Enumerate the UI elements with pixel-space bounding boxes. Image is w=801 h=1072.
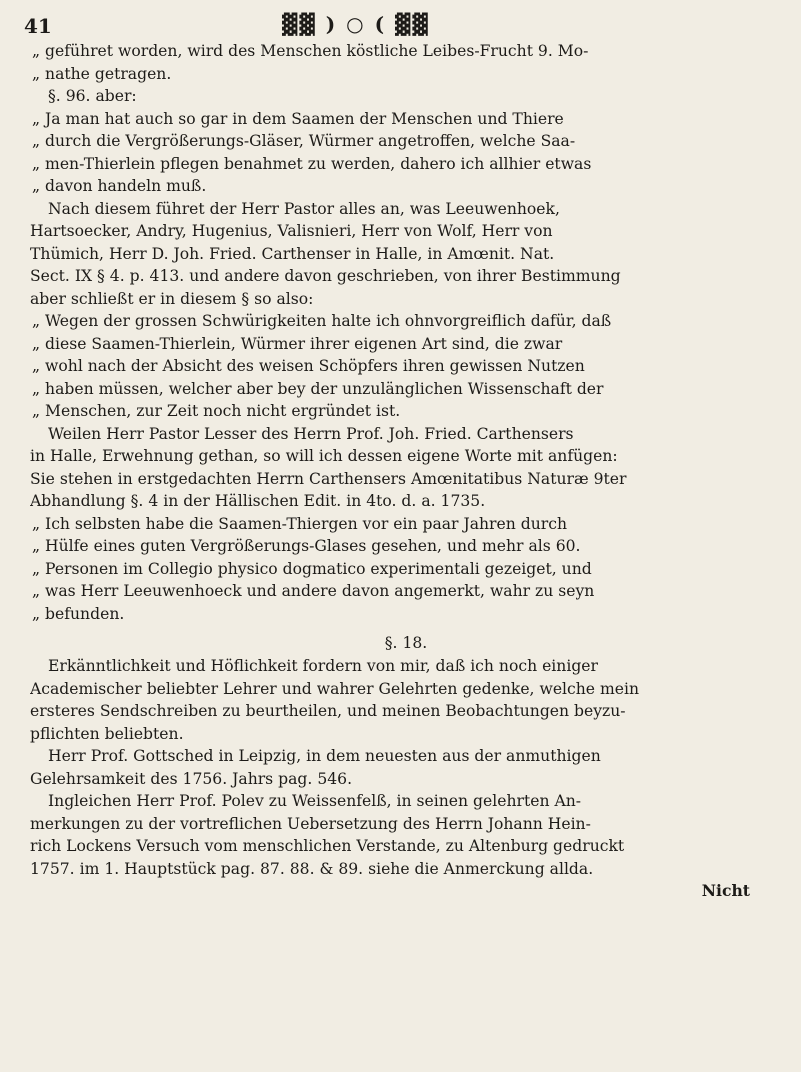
text-line: Herr Prof. Gottsched in Leipzig, in dem neuesten aus der anmuthigen	[48, 747, 601, 765]
text-line: rich Lockens Versuch vom menschlichen Verstande, zu Altenburg gedruckt	[30, 837, 625, 855]
text-line: ersteres Sendschreiben zu beurtheilen, und meinen Beobachtungen beyzu-	[30, 702, 626, 720]
text-line: „ nathe getragen.	[32, 64, 172, 83]
section-heading: §. 18.	[384, 634, 428, 652]
text-line: „ Menschen, zur Zeit noch nicht ergründet ist.	[32, 402, 401, 420]
text-line: in Halle, Erwehnung gethan, so will ich dessen eigene Worte mit anfügen:	[30, 447, 618, 465]
text-line: „ durch die Vergrößerungs-Gläser, Würmer angetroffen, welche Saa-	[32, 132, 576, 150]
text-line: merkungen zu der vortreflichen Uebersetzung des Herrn Johann Hein-	[30, 814, 591, 833]
text-line: „ men-Thierlein pflegen benahmet zu werden, dahero ich allhier etwas	[32, 154, 592, 173]
running-header	[0, 8, 801, 42]
text-body	[30, 40, 782, 903]
text-line: Sect. IX § 4. p. 413. und andere davon geschrieben, von ihrer Bestimmung	[30, 267, 621, 285]
text-line: Thümich, Herr D. Joh. Fried. Carthenser in Halle, in Amœnit. Nat.	[30, 244, 555, 263]
text-line: Academischer beliebter Lehrer und wahrer Gelehrten gedenke, welche mein	[30, 679, 640, 698]
text-line: Abhandlung §. 4 in der Hällischen Edit. in 4to. d. a. 1735.	[30, 492, 486, 510]
text-line: Erkänntlichkeit und Höflichkeit fordern von mir, daß ich noch einiger	[48, 657, 598, 675]
text-line: „ wohl nach der Absicht des weisen Schöpfers ihren gewissen Nutzen	[32, 357, 585, 375]
text-line: Weilen Herr Pastor Lesser des Herrn Prof. Joh. Fried. Carthensers	[48, 424, 574, 443]
text-line: aber schließt er in diesem § so also:	[30, 289, 314, 308]
page-number: 41	[24, 14, 52, 38]
catchword: Nicht	[701, 881, 750, 900]
text-line: Hartsoecker, Andry, Hugenius, Valisnieri, Herr von Wolf, Herr von	[30, 222, 553, 240]
text-line: pflichten beliebten.	[30, 724, 184, 743]
text-line: Ingleichen Herr Prof. Polev zu Weissenfelß, in seinen gelehrten An-	[48, 792, 582, 810]
text-line: §. 96. aber:	[48, 87, 137, 105]
text-line: Gelehrsamkeit des 1756. Jahrs pag. 546.	[30, 769, 353, 788]
text-line: „ Hülfe eines guten Vergrößerungs-Glases gesehen, und mehr als 60.	[32, 537, 581, 555]
text-line: Sie stehen in erstgedachten Herrn Carthensers Amœnitatibus Naturæ 9ter	[30, 469, 627, 488]
text-line: „ befunden.	[32, 604, 125, 623]
text-line: „ geführet worden, wird des Menschen köstliche Leibes-Frucht 9. Mo-	[32, 42, 589, 60]
text-line: „ Wegen der grossen Schwürigkeiten halte ich ohnvorgreiflich dafür, daß	[32, 312, 612, 330]
text-line: Nach diesem führet der Herr Pastor alles an, was Leeuwenhoek,	[48, 199, 560, 218]
text-line: „ was Herr Leeuwenhoeck und andere davon angemerkt, wahr zu seyn	[32, 582, 595, 600]
text-line: 1757. im 1. Hauptstück pag. 87. 88. & 89. siehe die Anmerckung allda.	[30, 859, 594, 878]
text-line: „ Ja man hat auch so gar in dem Saamen der Menschen und Thiere	[32, 109, 564, 128]
header-ornament: ▓▓ ) ○ ( ▓▓	[282, 12, 430, 36]
text-line: „ Ich selbsten habe die Saamen-Thiergen vor ein paar Jahren durch	[32, 514, 567, 533]
text-line: „ haben müssen, welcher aber bey der unzulänglichen Wissenschaft der	[32, 379, 604, 398]
text-line: „ davon handeln muß.	[32, 177, 207, 195]
text-line: „ Personen im Collegio physico dogmatico experimentali gezeiget, und	[32, 559, 592, 578]
text-line: „ diese Saamen-Thierlein, Würmer ihrer eigenen Art sind, die zwar	[32, 334, 563, 353]
